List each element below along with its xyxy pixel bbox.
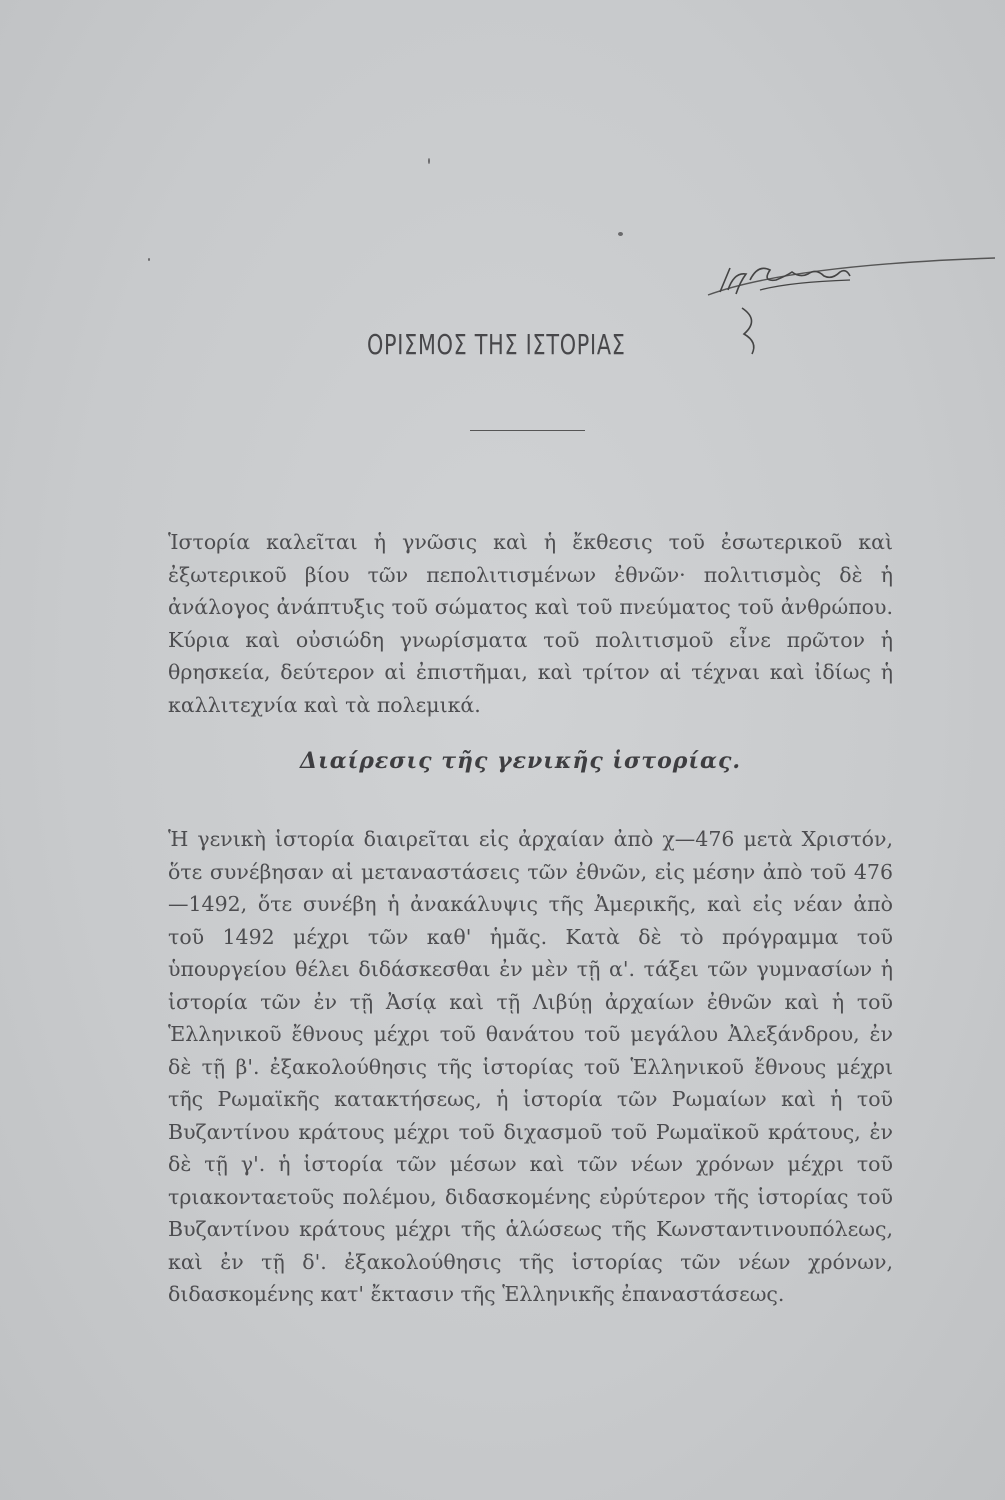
page-title: ΟΡΙΣΜΟΣ ΤΗΣ ΙΣΤΟΡΙΑΣ xyxy=(367,328,626,361)
handwritten-signature xyxy=(700,250,1000,370)
ink-speck xyxy=(618,232,623,236)
division-paragraph: Ἡ γενικὴ ἱστορία διαιρεῖται εἰς ἀρχαίαν ἀπὸ χ—476 μετὰ Χριστόν, ὅτε συνέβησαν αἱ μεταναστάσεις τῶν ἐθνῶν, εἰς μέσην ἀπὸ τοῦ 476—1492, ὅτε συνέβη ἡ ἀνακάλυψις τῆς Ἀμερικῆς, καὶ εἰς νέαν ἀπὸ τοῦ 1492 μέχρι τῶν καθ' ἡμᾶς. Κατὰ δὲ τὸ πρόγραμμα τοῦ ὑπουργείου θέλει διδάσκεσθαι ἐν μὲν τῇ α'. τάξει τῶν γυμνασίων ἡ ἱστορία τῶν ἐν τῇ Ἀσίᾳ καὶ τῇ Λιβύῃ ἀρχαίων ἐθνῶν καὶ ἡ τοῦ Ἑλληνικοῦ ἔθνους μέχρι τοῦ θανάτου τοῦ μεγάλου Ἀλεξάνδρου, ἐν δὲ τῇ β'. ἐξακολούθησις τῆς ἱστορίας τοῦ Ἑλληνικοῦ ἔθνους μέχρι τῆς Ρωμαϊκῆς κατακτήσεως, ἡ ἱστορία τῶν Ρωμαίων καὶ ἡ τοῦ Βυζαντίνου κράτους μέχρι τοῦ διχασμοῦ τοῦ Ρωμαϊκοῦ κράτους, ἐν δὲ τῇ γ'. ἡ ἱστορία τῶν μέσων καὶ τῶν νέων χρόνων μέχρι τοῦ τριακονταετοῦς πολέμου, διδασκομένης εὐρύτερον τῆς ἱστορίας τοῦ Βυζαντίνου κράτους μέχρι τῆς ἁλώσεως τῆς Κωνσταντινουπόλεως, καὶ ἐν τῇ δ'. ἐξακολούθησις τῆς ἱστορίας τῶν νέων χρόνων, διδασκομένης κατ' ἔκτασιν τῆς Ἑλληνικῆς ἐπαναστάσεως. xyxy=(168,827,893,1306)
ink-speck xyxy=(148,258,150,261)
title-divider xyxy=(470,430,585,431)
definition-paragraph: Ἱστορία καλεῖται ἡ γνῶσις καὶ ἡ ἔκθεσις τοῦ ἐσωτερικοῦ καὶ ἐξωτερικοῦ βίου τῶν πεπολιτισμένων ἐθνῶν· πολιτισμὸς δὲ ἡ ἀνάλογος ἀνάπτυξις τοῦ σώματος καὶ τοῦ πνεύματος τοῦ ἀνθρώπου. Κύρια καὶ οὐσιώδη γνωρίσματα τοῦ πολιτισμοῦ εἶνε πρῶτον ἡ θρησκεία, δεύτερον αἱ ἐπιστῆμαι, καὶ τρίτον αἱ τέχναι καὶ ἰδίως ἡ καλλιτεχνία καὶ τὰ πολεμικά. xyxy=(168,530,893,717)
ink-speck xyxy=(428,158,430,164)
section-heading: Διαίρεσις τῆς γενικῆς ἱστορίας. xyxy=(300,748,742,774)
